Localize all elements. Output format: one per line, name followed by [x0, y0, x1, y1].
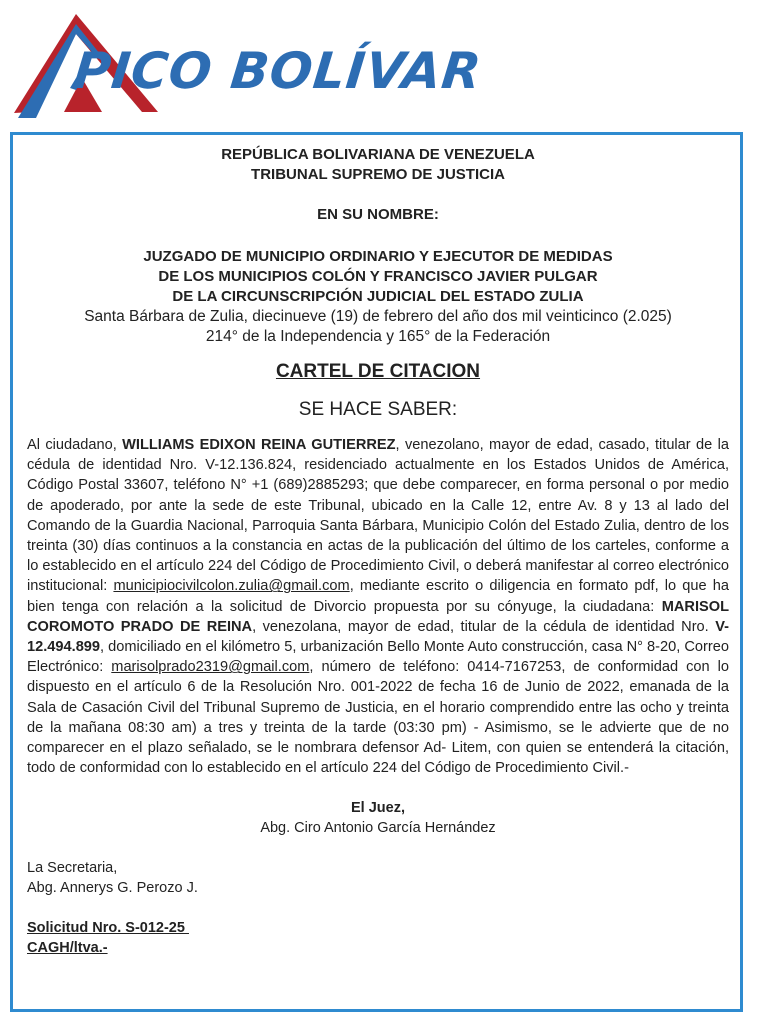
judge-title: El Juez, — [351, 800, 405, 817]
court-line-1: JUZGADO DE MUNICIPIO ORDINARIO Y EJECUTOR DE MEDIDAS — [143, 248, 613, 265]
date-line: Santa Bárbara de Zulia, diecinueve (19) de febrero del año dos mil veinticinco (2.025) — [84, 308, 672, 325]
secretary-title: La Secretaria, — [27, 860, 118, 877]
body-text: Al ciudadano, — [27, 437, 123, 453]
defendant-name: WILLIAMS EDIXON REINA GUTIERREZ — [122, 437, 396, 453]
body-text: , venezolana, mayor de edad, titular de la cédula de identidad Nro. — [252, 618, 716, 635]
document-title: CARTEL DE CITACION — [275, 361, 481, 382]
body-text: , número de teléfono: 0414-7167253, de conformidad con lo dispuesto en el artículo 6 de la Resolución Nro. 001-2022 de fecha 16 de Junio de 2022, emanada de la Sala de Casación Civil del Tribunal Supremo de Justicia, en el horario comprendido entre las ocho y treinta de la mañana 08:30 am) a tres y treinta de la tarde (03:30 pm) - Asimismo, se le advierte que de no comparecer en el plazo señalado, se le nombrara defensor Ad- Litem, con quien se entenderá la citación, todo de conformidad con lo establecido en el artículo 224 del Código de Procedimiento Civil.- — [27, 659, 729, 777]
secretary-name: Abg. Annerys G. Perozo J. — [27, 880, 198, 897]
court-email-link[interactable]: municipiocivilcolon.zulia@gmail.com — [113, 578, 350, 595]
court-line-2: DE LOS MUNICIPIOS COLÓN Y FRANCISCO JAVIER PULGAR — [158, 268, 598, 285]
body-text: , venezolano, mayor de edad, casado, titular de la cédula de identidad Nro. V-12.136.824, residenciado actualmente en los Estados Unidos de América, Código Postal 33607, teléfono N° +1 (689)2885293; que debe comparecer, en forma personal o por medio de apoderado, por ante la sede de este Tribunal, ubicado en la Calle 12, entre Av. 8 y 13 al lado del Comando de la Guardia Nacional, Parroquia Santa Bárbara, Municipio Colón del Estado Zulia, dentro de los treinta (30) días continuos a la constancia en actas de la publicación del último de los carteles, conforme a lo establecido en el artículo 224 del Código de Procedimiento Civil, o deberá manifestar al correo electrónico institucional: — [27, 437, 729, 595]
tribunal-line: TRIBUNAL SUPREMO DE JUSTICIA — [251, 166, 505, 183]
document-frame — [10, 132, 743, 1012]
plaintiff-email-link[interactable]: marisolprado2319@gmail.com — [111, 659, 310, 676]
judge-name: Abg. Ciro Antonio García Hernández — [260, 820, 496, 837]
logo-text: PICO BOLÍVAR — [70, 42, 485, 100]
body-text: , domiciliado en el kilómetro 5, urbanización Bello Monte Auto construcción, casa N° 8-20, Correo Electrónico: — [27, 639, 729, 676]
citation-body — [27, 435, 729, 778]
en-su-nombre: EN SU NOMBRE: — [317, 206, 439, 223]
document-subtitle: SE HACE SABER: — [298, 399, 458, 420]
body-text: , mediante escrito o diligencia en formato pdf, lo que ha bien tenga con relación a la solicitud de Divorcio propuesta por su cónyuge, la ciudadana: — [27, 578, 729, 615]
plaintiff-id: V- 12.494.899 — [27, 618, 729, 656]
independence-line: 214° de la Independencia y 165° de la Federación — [205, 328, 551, 345]
initials: CAGH/ltva.- — [27, 940, 108, 957]
solicitud-number: Solicitud Nro. S-012-25 — [27, 920, 189, 937]
republic-line: REPÚBLICA BOLIVARIANA DE VENEZUELA — [221, 146, 535, 163]
court-line-3: DE LA CIRCUNSCRIPCIÓN JUDICIAL DEL ESTADO ZULIA — [172, 288, 584, 305]
document-content — [27, 145, 729, 958]
plaintiff-name: MARISOL COROMOTO PRADO DE REINA — [27, 598, 729, 635]
